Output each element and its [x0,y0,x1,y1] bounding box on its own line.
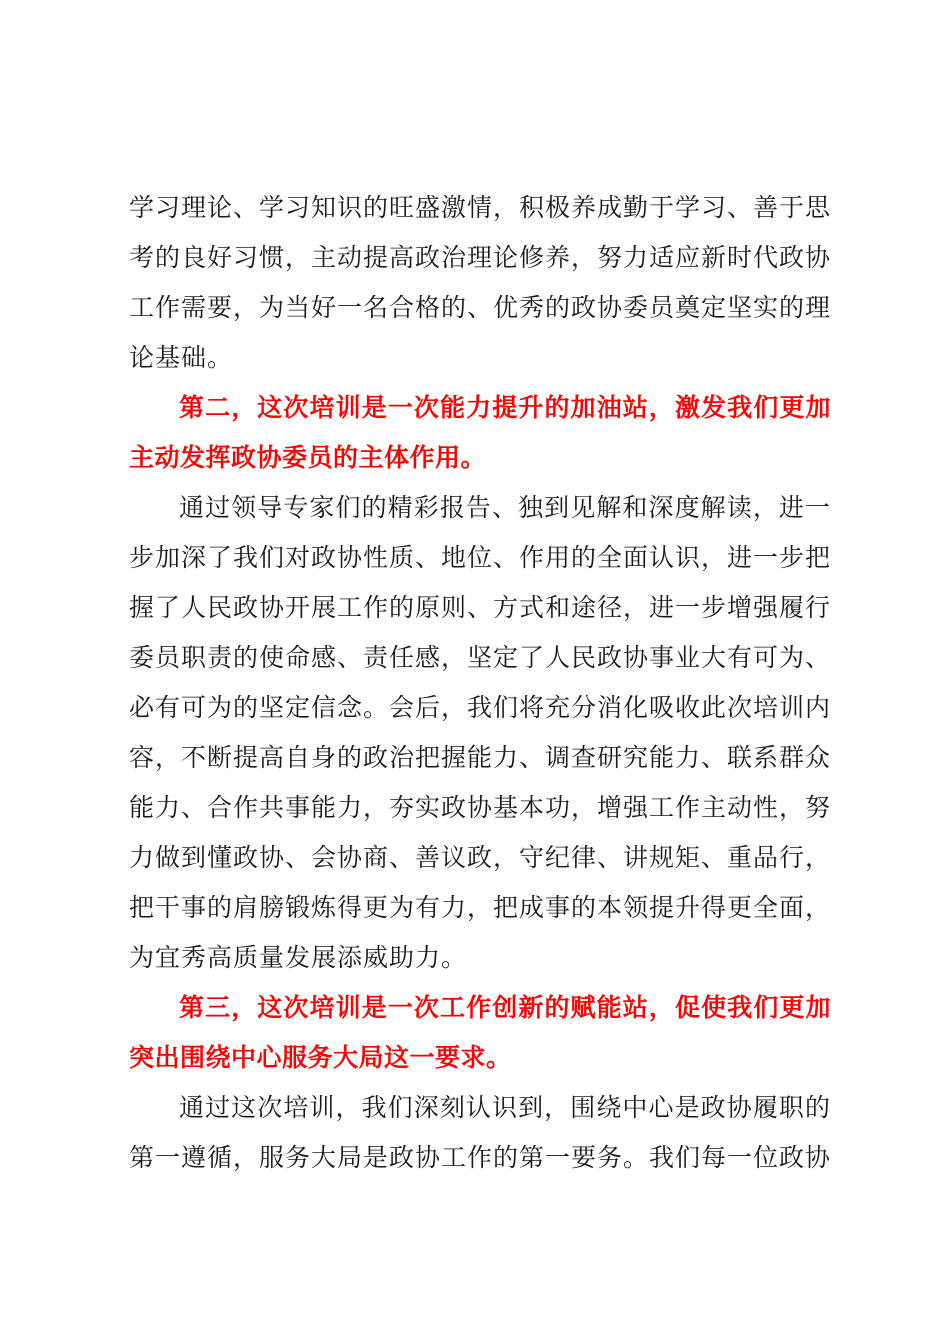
section-heading-line: 主动发挥政协委员的主体作用。 [129,443,487,472]
paragraph-line: 力做到懂政协、会协商、善议政，守纪律、讲规矩、重品行， [129,843,832,872]
section-heading-line: 突出围绕中心服务大局这一要求。 [129,1043,512,1072]
paragraph-line: 步加深了我们对政协性质、地位、作用的全面认识，进一步把 [129,543,832,572]
paragraph-line: 为宜秀高质量发展添威助力。 [129,943,468,972]
paragraph-line: 论基础。 [129,343,234,372]
paragraph-line: 通过领导专家们的精彩报告、独到见解和深度解读，进一 [179,493,831,522]
paragraph-line: 工作需要，为当好一名合格的、优秀的政协委员奠定坚实的理 [129,293,832,322]
section-heading-line: 第二，这次培训是一次能力提升的加油站，激发我们更加 [179,393,831,422]
paragraph-line: 通过这次培训，我们深刻认识到，围绕中心是政协履职的 [179,1093,831,1122]
paragraph-line: 委员职责的使命感、责任感，坚定了人民政协事业大有可为、 [129,643,832,672]
paragraph-line: 必有可为的坚定信念。会后，我们将充分消化吸收此次培训内 [129,693,832,722]
paragraph-line: 握了人民政协开展工作的原则、方式和途径，进一步增强履行 [129,593,832,622]
paragraph-line: 考的良好习惯，主动提高政治理论修养，努力适应新时代政协 [129,243,832,272]
section-heading-line: 第三，这次培训是一次工作创新的赋能站，促使我们更加 [179,993,831,1022]
paragraph-line: 能力、合作共事能力，夯实政协基本功，增强工作主动性，努 [129,793,832,822]
paragraph-line: 第一遵循，服务大局是政协工作的第一要务。我们每一位政协 [129,1143,832,1172]
paragraph-line: 把干事的肩膀锻炼得更为有力，把成事的本领提升得更全面， [129,893,832,922]
paragraph-line: 容，不断提高自身的政治把握能力、调查研究能力、联系群众 [129,743,832,772]
paragraph-line: 学习理论、学习知识的旺盛激情，积极养成勤于学习、善于思 [129,193,832,222]
